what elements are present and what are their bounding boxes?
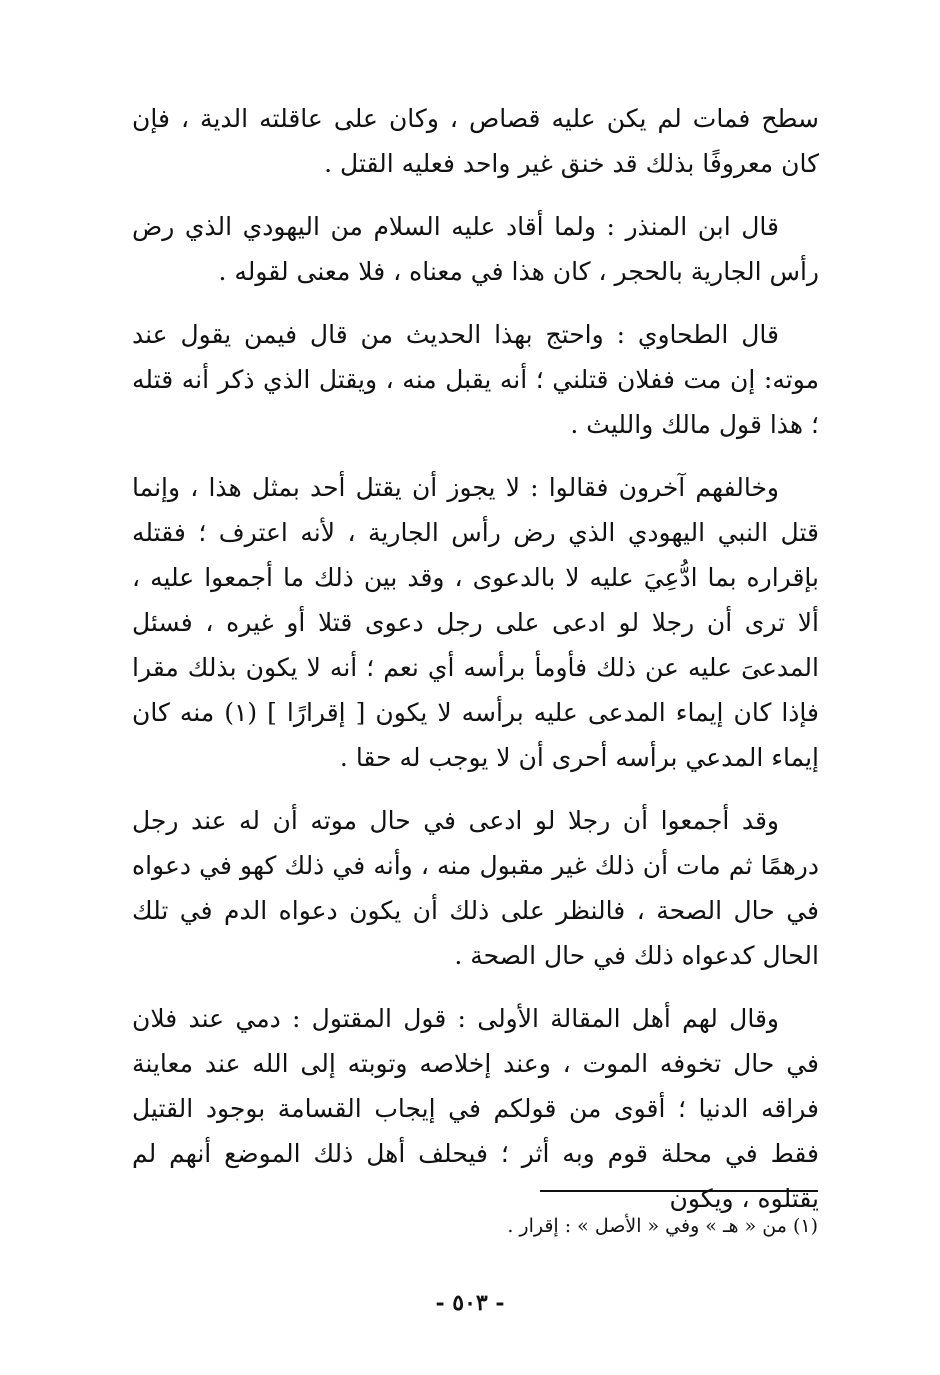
paragraph-6: وقال لهم أهل المقالة الأولى : قول المقتول : دمي عند فلان في حال تخوفه الموت ، وعند إخلاصه وتوبته إلى الله عند معاينة فراقه الدنيا ؛ أقوى من قولكم في إيجاب القسامة بوجود القتيل فقط في محلة قوم وبه أثر ؛ فيحلف أهل ذلك الموضع أنهم لم يقتلوه ، ويكون	[132, 1004, 819, 1213]
paragraph-5: وقد أجمعوا أن رجلا لو ادعى في حال موته أن له عند رجل درهمًا ثم مات أن ذلك غير مقبول منه ، وأنه في ذلك كهو في دعواه في حال الصحة ، فالنظر على ذلك أن يكون دعواه الدم في تلك الحال كدعواه ذلك في حال الصحة .	[132, 806, 819, 970]
paragraph-1: سطح فمات لم يكن عليه قصاص ، وكان على عاقلته الدية ، فإن كان معروفًا بذلك قد خنق غير واحد فعليه القتل .	[132, 104, 819, 178]
footnote-divider	[540, 1190, 818, 1192]
paragraph-3: قال الطحاوي : واحتج بهذا الحديث من قال فيمن يقول عند موته: إن مت ففلان قتلني ؛ أنه يقبل منه ، ويقتل الذي ذكر أنه قتله ؛ هذا قول مالك والليث .	[132, 320, 819, 439]
paragraph-2: قال ابن المنذر : ولما أقاد عليه السلام من اليهودي الذي رض رأس الجارية بالحجر ، كان هذا في معناه ، فلا معنى لقوله .	[132, 212, 819, 286]
page-number: - ٥٠٣ -	[435, 1290, 505, 1316]
paragraph-4: وخالفهم آخرون فقالوا : لا يجوز أن يقتل أحد بمثل هذا ، وإنما قتل النبي اليهودي الذي رض رأس الجارية ، لأنه اعترف ؛ فقتله بإقراره بما ادُّعِيَ عليه لا بالدعوى ، وقد بين ذلك ما أجمعوا عليه ، ألا ترى أن رجلا لو ادعى على رجل دعوى قتلا أو غيره ، فسئل المدعىَ عليه عن ذلك فأومأ برأسه أي نعم ؛ أنه لا يكون بذلك مقرا فإذا كان إيماء المدعى عليه برأسه لا يكون [ إقرارًا ] (١) منه كان إيماء المدعي برأسه أحرى أن لا يوجب له حقا .	[132, 473, 819, 772]
footnote: (١) من « هـ » وفي « الأصل » : إقرار .	[507, 1215, 818, 1237]
main-text	[132, 96, 819, 1239]
